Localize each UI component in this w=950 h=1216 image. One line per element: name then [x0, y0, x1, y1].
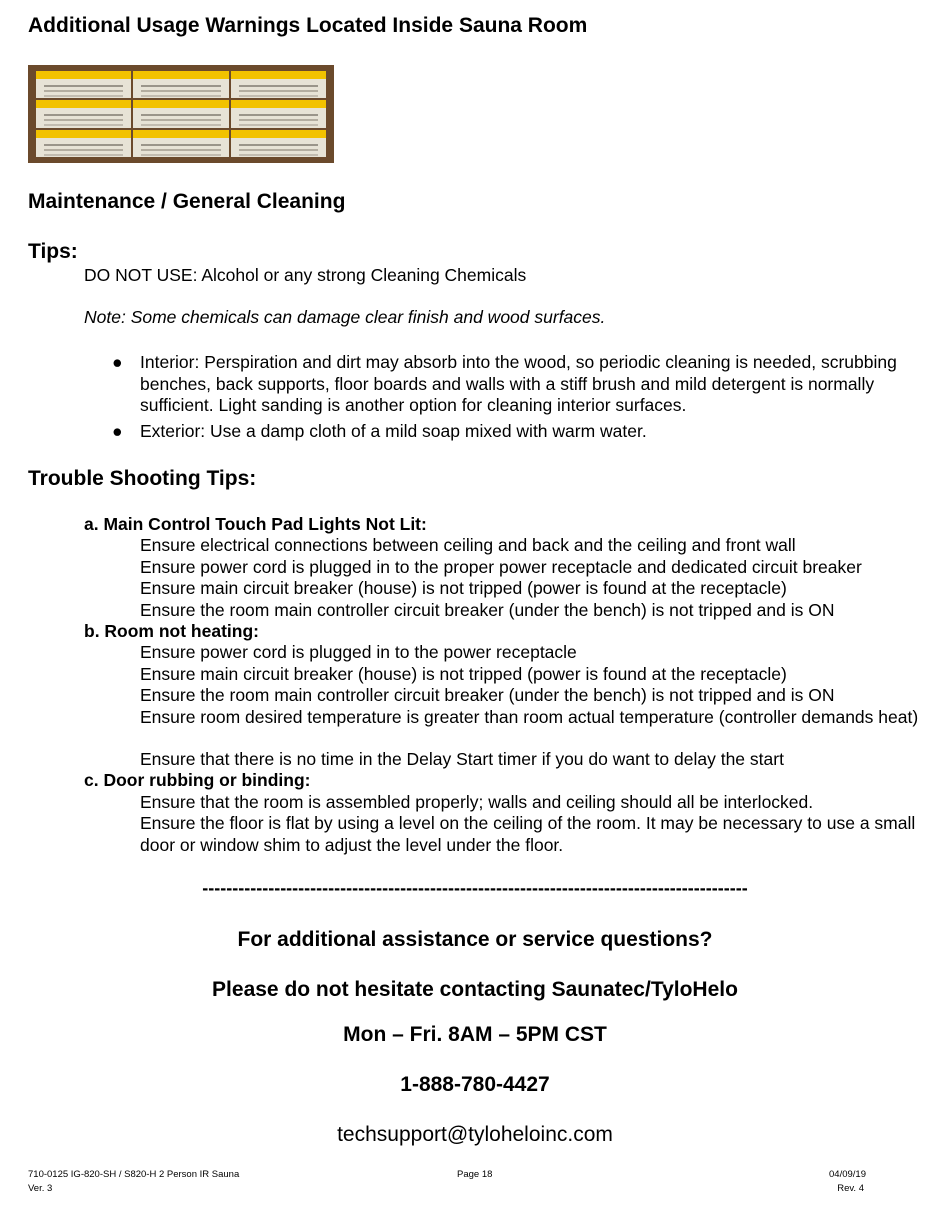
check-line: Ensure the room main controller circuit breaker (under the bench) is not tripped and is ON [140, 685, 835, 705]
contact-invite: Please do not hesitate contacting Saunatec/TyloHelo [212, 978, 738, 1001]
tips-heading: Tips: [28, 240, 78, 263]
separator-line: ------------------------------------------------------------------------------------------- [202, 878, 748, 898]
warning-label [133, 71, 228, 98]
contact-question: For additional assistance or service questions? [237, 928, 713, 951]
section-title: c. Door rubbing or binding: [84, 770, 311, 790]
contact-hours: Mon – Fri. 8AM – 5PM CST [343, 1023, 607, 1046]
footer-page-number: Page 18 [457, 1169, 493, 1180]
footer-date: 04/09/19 [829, 1169, 866, 1180]
check-line: Ensure power cord is plugged in to the power receptacle [140, 642, 577, 662]
section-title: a. Main Control Touch Pad Lights Not Lit: [84, 514, 427, 534]
check-line: Ensure the floor is flat by using a level on the ceiling of the room. It may be necessary to use a small door or window shim to adjust the level under the floor. [140, 813, 916, 855]
do-not-use-text: DO NOT USE: Alcohol or any strong Cleaning Chemicals [84, 265, 527, 285]
contact-email: techsupport@tyloheloinc.com [337, 1123, 613, 1146]
caution-label [36, 100, 131, 127]
bullet-icon: ● [112, 421, 123, 441]
check-line: Ensure that the room is assembled properly; walls and ceiling should all be interlocked. [140, 792, 814, 812]
warning-label [133, 100, 228, 127]
footer-document-id: 710-0125 IG-820-SH / S820-H 2 Person IR Sauna [28, 1169, 240, 1180]
bullet-interior: Interior: Perspiration and dirt may absorb into the wood, so periodic cleaning is needed, scrubbing benches, back supports, floor boards and walls with a stiff brush and mild detergent is normally sufficient. Light sanding is another option for cleaning interior surfaces. [140, 352, 897, 415]
warning-label [231, 130, 326, 157]
footer-revision: Rev. 4 [837, 1183, 864, 1194]
trouble-heading: Trouble Shooting Tips: [28, 467, 257, 490]
warning-label [36, 71, 131, 98]
footer-version: Ver. 3 [28, 1183, 53, 1194]
chemical-note: Note: Some chemicals can damage clear finish and wood surfaces. [84, 307, 606, 327]
bullet-exterior: Exterior: Use a damp cloth of a mild soap mixed with warm water. [140, 421, 647, 441]
warning-labels-photo [28, 65, 334, 163]
contact-phone: 1-888-780-4427 [400, 1073, 550, 1096]
check-line: Ensure electrical connections between ceiling and back and the ceiling and front wall [140, 535, 796, 555]
warnings-heading: Additional Usage Warnings Located Inside Sauna Room [28, 14, 588, 37]
check-line: Ensure main circuit breaker (house) is not tripped (power is found at the receptacle) [140, 664, 787, 684]
bullet-icon: ● [112, 352, 123, 372]
check-line: Ensure the room main controller circuit breaker (under the bench) is not tripped and is ON [140, 600, 835, 620]
check-line: Ensure power cord is plugged in to the proper power receptacle and dedicated circuit breaker [140, 557, 862, 577]
warning-label [36, 130, 131, 157]
check-line: Ensure that there is no time in the Delay Start timer if you do want to delay the start [140, 749, 784, 769]
check-line: Ensure main circuit breaker (house) is not tripped (power is found at the receptacle) [140, 578, 787, 598]
warning-label [133, 130, 228, 157]
check-line: Ensure room desired temperature is greater than room actual temperature (controller demands heat) [140, 707, 919, 727]
warning-label [231, 71, 326, 98]
maintenance-heading: Maintenance / General Cleaning [28, 190, 346, 213]
warning-label [231, 100, 326, 127]
section-title: b. Room not heating: [84, 621, 259, 641]
